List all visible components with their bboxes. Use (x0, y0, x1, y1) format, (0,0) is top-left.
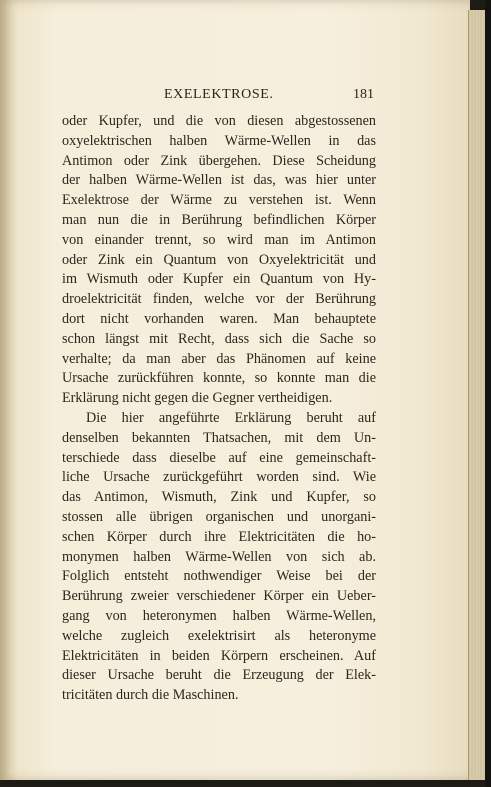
text-line: Die hier angeführte Erklärung beruht auf (86, 409, 376, 426)
text-line: schon längst mit Recht, dass sich die Sache so (62, 330, 376, 347)
text-line: gang von heteronymen halben Wärme-Wellen, (62, 607, 376, 624)
running-title: EXELEKTROSE. (164, 87, 274, 102)
text-line: monymen halben Wärme-Wellen von sich ab. (62, 548, 376, 565)
text-line: oder Kupfer, und die von diesen abgestossenen (62, 113, 376, 129)
text-line: Erklärung nicht gegen die Gegner vertheidigen. (62, 390, 333, 407)
text-line: Exelektrose der Wärme zu verstehen ist. Wenn (62, 192, 376, 209)
text-line: man nun die in Berührung befindlichen Körper (62, 211, 376, 228)
text-line: dieser Ursache beruht die Erzeugung der Elek- (62, 667, 376, 684)
text-line: liche Ursache zurückgeführt worden sind. Wie (62, 469, 376, 486)
text-line: denselben bekannten Thatsachen, mit dem Un- (62, 429, 376, 446)
text-line: Antimon oder Zink übergehen. Diese Scheidung (62, 152, 376, 169)
page-number: 181 (353, 87, 374, 102)
text-line: schen Körper durch ihre Elektricitäten die ho- (62, 528, 376, 545)
text-line: tricitäten durch die Maschinen. (62, 687, 239, 704)
text-line: Folglich entsteht nothwendiger Weise bei der (62, 568, 376, 585)
text-line: von einander trennt, so wird man im Antimon (62, 231, 376, 248)
text-line: Elektricitäten in beiden Körpern erscheinen. Auf (62, 647, 376, 664)
text-line: das Antimon, Wismuth, Zink und Kupfer, so (62, 489, 376, 506)
book-edge-shadow (485, 0, 491, 787)
text-line: verhalte; da man aber das Phänomen auf keine (62, 350, 376, 367)
text-line: Berührung zweier verschiedener Körper ein Ueber- (62, 588, 376, 605)
text-line: stossen alle übrigen organischen und unorgani- (62, 508, 376, 525)
text-line: Ursache zurückführen konnte, so konnte man die (62, 370, 376, 387)
text-line: oder Zink ein Quantum von Oxyelektricität und (62, 251, 376, 268)
text-line: dort nicht vorhanden waren. Man behauptete (62, 310, 376, 327)
text-line: welche zugleich exelektrisirt als heteronyme (62, 627, 376, 644)
body-text (62, 112, 376, 706)
text-line: der halben Wärme-Wellen ist das, was hier unter (62, 172, 376, 189)
text-line: droelektricität finden, welche vor der Berührung (62, 291, 376, 308)
text-line: oxyelektrischen halben Wärme-Wellen in das (62, 132, 376, 149)
text-line: im Wismuth oder Kupfer ein Quantum von Hy- (62, 271, 376, 288)
page-header (62, 87, 376, 107)
text-line: terschiede dass dieselbe auf eine gemeinschaft- (62, 449, 376, 466)
